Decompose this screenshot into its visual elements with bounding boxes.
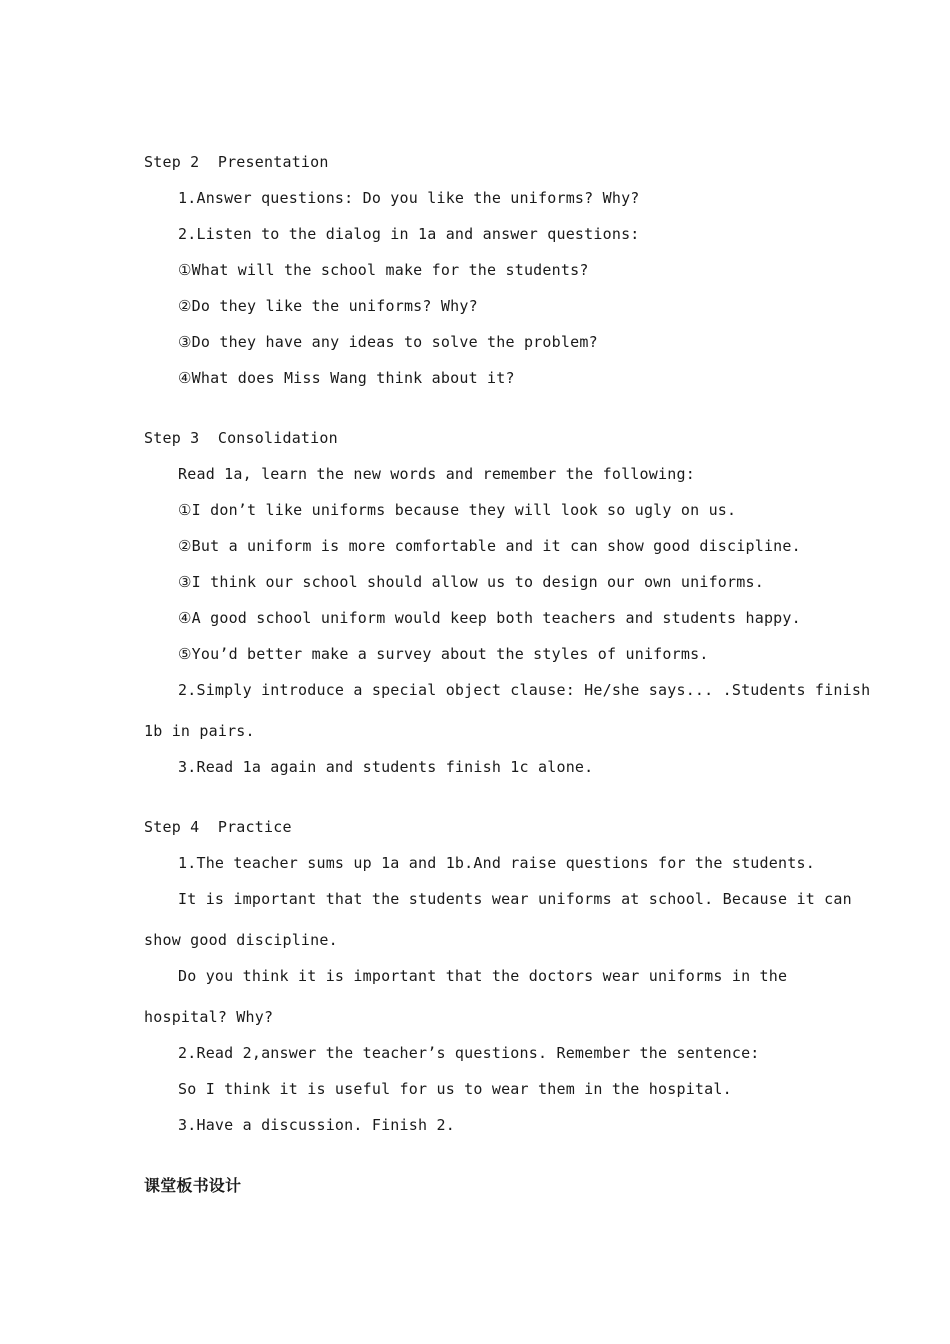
step3-line: 3.Read 1a again and students finish 1c alone.: [178, 758, 594, 776]
step4-heading: Step 4 Practice: [144, 818, 292, 836]
step2-line: ③Do they have any ideas to solve the problem?: [178, 333, 598, 351]
step4-line: It is important that the students wear uniforms at school. Because it can: [178, 890, 852, 908]
step4-line: 3.Have a discussion. Finish 2.: [178, 1116, 455, 1134]
step4-line: So I think it is useful for us to wear them in the hospital.: [178, 1080, 732, 1098]
board-design-title: 课堂板书设计: [144, 1176, 242, 1195]
step4-line-wrap: show good discipline.: [144, 931, 338, 949]
step3-line-wrap: 1b in pairs.: [144, 722, 255, 740]
step2-line: 1.Answer questions: Do you like the uniforms? Why?: [178, 189, 640, 207]
step3-line: Read 1a, learn the new words and remember the following:: [178, 465, 695, 483]
step2-line: ④What does Miss Wang think about it?: [178, 369, 515, 387]
step3-line: ③I think our school should allow us to design our own uniforms.: [178, 573, 764, 591]
step2-heading: Step 2 Presentation: [144, 153, 329, 171]
step2-line: ①What will the school make for the students?: [178, 261, 589, 279]
step3-line: ①I don’t like uniforms because they will look so ugly on us.: [178, 501, 737, 519]
step3-line: 2.Simply introduce a special object clause: He/she says... .Students finish: [178, 681, 871, 699]
step4-line: 2.Read 2,answer the teacher’s questions. Remember the sentence:: [178, 1044, 760, 1062]
step2-line: 2.Listen to the dialog in 1a and answer questions:: [178, 225, 640, 243]
step3-heading: Step 3 Consolidation: [144, 429, 338, 447]
step4-line: Do you think it is important that the doctors wear uniforms in the: [178, 967, 788, 985]
step4-line: 1.The teacher sums up 1a and 1b.And raise questions for the students.: [178, 854, 815, 872]
step3-line: ⑤You’d better make a survey about the styles of uniforms.: [178, 645, 709, 663]
step3-line: ④A good school uniform would keep both teachers and students happy.: [178, 609, 801, 627]
step3-line: ②But a uniform is more comfortable and it can show good discipline.: [178, 537, 801, 555]
step4-line-wrap: hospital? Why?: [144, 1008, 274, 1026]
step2-line: ②Do they like the uniforms? Why?: [178, 297, 478, 315]
